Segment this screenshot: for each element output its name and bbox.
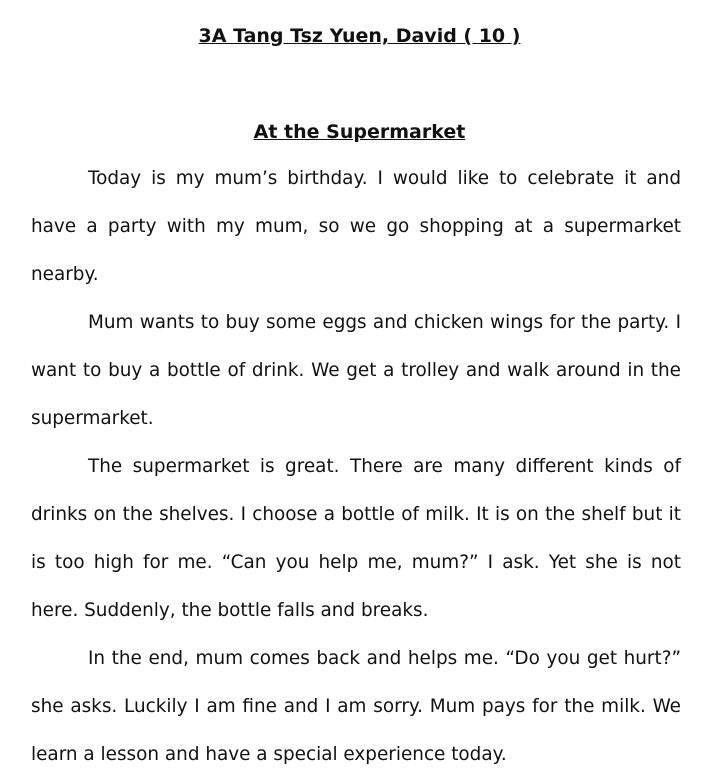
paragraph-3: The supermarket is great. There are many different kinds of drinks on the shelves. I choose a bottle of milk. It is on the shelf but it is too high for me. “Can you help me, mum?” I ask. Yet she is not here. Suddenly, the bottle falls and breaks.	[31, 456, 681, 621]
essay-body	[31, 155, 681, 779]
paragraph-2: Mum wants to buy some eggs and chicken wings for the party. I want to buy a bottle of drink. We get a trolley and walk around in the supermarket.	[31, 312, 681, 429]
paragraph-4: In the end, mum comes back and helps me. “Do you get hurt?” she asks. Luckily I am fine and I am sorry. Mum pays for the milk. We learn a lesson and have a special experience today.	[31, 648, 681, 765]
paragraph-1: Today is my mum’s birthday. I would like to celebrate it and have a party with my mum, so we go shopping at a supermarket nearby.	[31, 168, 681, 285]
essay-title: At the Supermarket	[253, 121, 466, 143]
author-line: 3A Tang Tsz Yuen, David ( 10 )	[198, 25, 521, 47]
